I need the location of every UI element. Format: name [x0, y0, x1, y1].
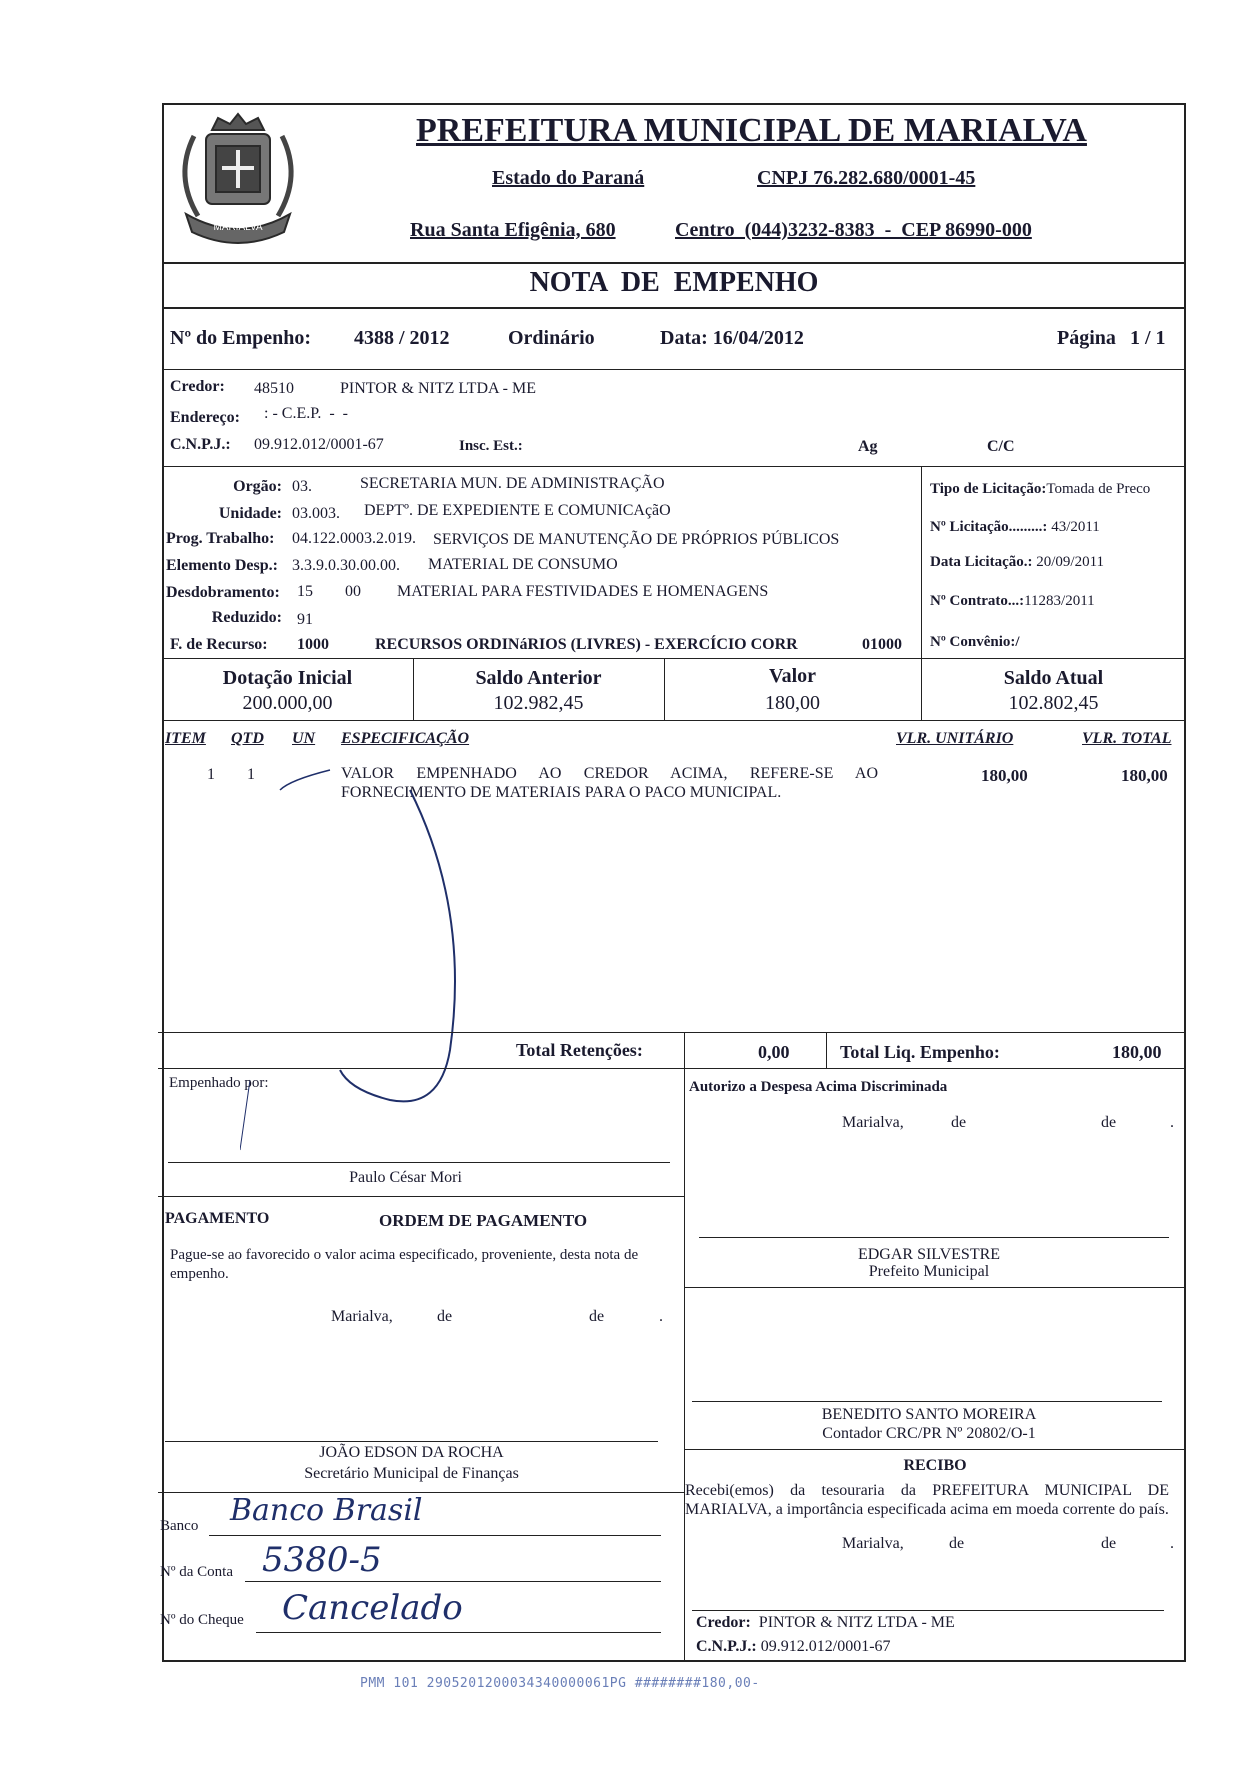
recibo-text: Recebi(emos) da tesouraria da PREFEITURA MUNICIPAL DE MARIALVA, a importância especificada acima em moeda corrente do país. [685, 1482, 1169, 1518]
tipo-licitacao-label: Tipo de Licitação: [930, 481, 1047, 497]
divider [162, 262, 1186, 264]
orgao-desc: SECRETARIA MUN. DE ADMINISTRAÇÃO [360, 475, 665, 492]
num-licitacao [930, 519, 1100, 536]
divider [162, 369, 1186, 370]
document-title: NOTA DE EMPENHO [529, 267, 819, 298]
recibo-credor-label: Credor: [696, 1614, 751, 1631]
recibo-cnpj [696, 1638, 891, 1656]
secretario-name: JOÃO EDSON DA ROCHA [319, 1444, 504, 1461]
divider [158, 1196, 684, 1197]
crest-icon [166, 106, 310, 258]
empenho-number: 4388 / 2012 [354, 327, 450, 349]
account-label: C/C [987, 438, 1015, 455]
data-licitacao-label: Data Licitação.: [930, 554, 1033, 570]
cheque-handwriting: Cancelado [282, 1588, 463, 1628]
pagamento-dot: . [659, 1308, 663, 1325]
retencoes-value: 0,00 [758, 1042, 790, 1062]
divider [162, 466, 1186, 467]
reduzido-code: 91 [297, 611, 313, 628]
elemento-label: Elemento Desp.: [166, 557, 278, 574]
contador-name: BENEDITO SANTO MOREIRA [821, 1406, 1037, 1423]
cheque-label: Nº do Cheque [160, 1612, 244, 1628]
prefeito-role: Prefeito Municipal [868, 1263, 990, 1280]
pagamento-label: PAGAMENTO [165, 1210, 270, 1227]
contrato [930, 593, 1095, 610]
unidade-desc: DEPTº. DE EXPEDIENTE E COMUNICAçãO [364, 502, 671, 519]
credor-label: Credor: [170, 378, 225, 395]
reduzido-label: Reduzido: [211, 609, 282, 626]
autorizo-dot: . [1170, 1114, 1174, 1131]
unidade-code: 03.003. [292, 505, 340, 522]
credor-address: : - C.E.P. - - [264, 405, 348, 422]
divider [162, 658, 1186, 659]
signature-line [168, 1162, 670, 1163]
municipality-title: PREFEITURA MUNICIPAL DE MARIALVA [416, 112, 1087, 149]
item-vlr-unitario: 180,00 [981, 766, 1028, 785]
empenhado-por-label: Empenhado por: [169, 1075, 269, 1091]
fonte-code: 1000 [297, 636, 329, 653]
ordem-pagamento-title: ORDEM DE PAGAMENTO [379, 1211, 588, 1230]
liq-empenho-label: Total Liq. Empenho: [840, 1042, 1000, 1062]
data-licitacao-value: 20/09/2011 [1036, 554, 1105, 570]
autorizo-label: Autorizo a Despesa Acima Discriminada [689, 1079, 948, 1095]
credor-code: 48510 [254, 380, 294, 397]
recibo-de1: de [949, 1535, 965, 1552]
handwritten-mark [240, 760, 500, 1160]
item-especificacao: VALOR EMPENHADO AO CREDOR ACIMA, REFERE-SE AO FORNECIMENTO DE MATERIAIS PARA O PACO MUNICIPAL. [341, 765, 878, 801]
insc-est-label: Insc. Est.: [459, 438, 523, 454]
recibo-place: Marialva, [842, 1535, 904, 1552]
secretario-role: Secretário Municipal de Finanças [304, 1465, 519, 1482]
agency-label: Ag [858, 438, 878, 455]
banco-line [209, 1535, 661, 1536]
desdobramento-code: 15 [297, 583, 313, 600]
state-name: Estado do Paraná [492, 167, 645, 189]
item-qtd: 1 [247, 766, 255, 783]
signature-line [692, 1401, 1162, 1402]
municipality-contact: Centro (044)3232-8383 - CEP 86990-000 [675, 219, 1032, 241]
recibo-credor [696, 1614, 955, 1632]
col-vlr-unitario: VLR. UNITÁRIO [896, 730, 1014, 747]
pagamento-text: Pague-se ao favorecido o valor acima especificado, proveniente, desta nota de empenho. [170, 1247, 639, 1282]
col-vlr-total: VLR. TOTAL [1082, 730, 1172, 747]
prefeito-name: EDGAR SILVESTRE [857, 1246, 1001, 1263]
recibo-credor-name: PINTOR & NITZ LTDA - ME [758, 1614, 955, 1631]
orgao-code: 03. [292, 478, 312, 495]
autorizo-de2: de [1101, 1114, 1117, 1131]
saldo-value: 200.000,00 [242, 692, 333, 714]
empenhado-por-name: Paulo César Mori [349, 1169, 462, 1186]
footer-code: PMM 101 2905201200034340000061PG ########180,00- [360, 1676, 760, 1691]
municipality-address: Rua Santa Efigênia, 680 [410, 219, 616, 241]
item-vlr-total: 180,00 [1121, 766, 1168, 785]
fonte-label: F. de Recurso: [170, 636, 268, 653]
col-un: UN [292, 730, 316, 747]
conta-label: Nº da Conta [160, 1564, 233, 1580]
conta-handwriting: 5380-5 [262, 1540, 382, 1580]
tipo-licitacao-value: Tomada de Preco [1046, 481, 1151, 497]
fonte-number: 01000 [862, 636, 902, 653]
data-licitacao [930, 554, 1104, 571]
col-especificacao: ESPECIFICAÇÃO [341, 730, 470, 747]
address-label: Endereço: [170, 409, 240, 426]
autorizo-de1: de [951, 1114, 967, 1131]
pagamento-place: Marialva, [331, 1308, 393, 1325]
orgao-label: Orgão: [233, 478, 282, 495]
prog-desc: SERVIÇOS DE MANUTENÇÃO DE PRÓPRIOS PÚBLICOS [433, 531, 840, 548]
col-item: ITEM [165, 730, 206, 747]
contrato-label: Nº Contrato...: [930, 593, 1025, 609]
elemento-desc: MATERIAL DE CONSUMO [428, 556, 618, 573]
saldo-label: Dotação Inicial [222, 667, 353, 689]
municipality-cnpj: CNPJ 76.282.680/0001-45 [757, 167, 976, 189]
desdobramento-label: Desdobramento: [166, 584, 280, 601]
banco-label: Banco [160, 1518, 199, 1534]
liq-empenho-value: 180,00 [1112, 1042, 1162, 1062]
credor-cnpj: 09.912.012/0001-67 [254, 436, 384, 453]
divider [684, 1449, 1186, 1450]
page-number: 1 / 1 [1130, 327, 1166, 349]
pagamento-de1: de [437, 1308, 453, 1325]
saldo-value: 102.982,45 [493, 692, 584, 714]
divider [158, 1032, 1186, 1033]
recibo-dot: . [1170, 1535, 1174, 1552]
unidade-label: Unidade: [218, 505, 282, 522]
divider [826, 1032, 827, 1068]
recibo-de2: de [1101, 1535, 1117, 1552]
item-number: 1 [207, 766, 215, 783]
page-label: Página [1057, 327, 1116, 349]
signature-line [699, 1237, 1169, 1238]
signature-line [165, 1441, 658, 1442]
pagamento-de2: de [589, 1308, 605, 1325]
recibo-title: RECIBO [903, 1457, 967, 1474]
divider [158, 1068, 1186, 1069]
saldo-label: Saldo Atual [1003, 667, 1104, 689]
credor-name: PINTOR & NITZ LTDA - ME [340, 380, 536, 397]
crest-banner-text: MARIALVA [213, 222, 263, 233]
divider [684, 1068, 685, 1662]
empenho-number-label: Nº do Empenho: [170, 327, 312, 349]
divider [684, 1032, 685, 1068]
divider [684, 1287, 1186, 1288]
num-licitacao-label: Nº Licitação.........: [930, 519, 1048, 535]
tipo-licitacao [930, 481, 1150, 498]
prog-label: Prog. Trabalho: [166, 530, 275, 547]
desdobramento-desc: MATERIAL PARA FESTIVIDADES E HOMENAGENS [397, 583, 769, 600]
saldo-label: Valor [768, 665, 817, 687]
fonte-desc: RECURSOS ORDINáRIOS (LIVRES) - EXERCÍCIO CORR [375, 636, 798, 653]
banco-handwriting: Banco Brasil [230, 1493, 423, 1528]
saldo-value: 102.802,45 [1008, 692, 1099, 714]
prog-code: 04.122.0003.2.019. [292, 530, 416, 547]
retencoes-label: Total Retenções: [516, 1040, 643, 1060]
conta-line [245, 1581, 661, 1582]
desdobramento-subcode: 00 [345, 583, 361, 600]
cheque-line [256, 1632, 661, 1633]
divider [162, 307, 1186, 309]
autorizo-place: Marialva, [842, 1114, 904, 1131]
municipal-crest [166, 106, 310, 258]
divider [162, 720, 1186, 721]
empenho-date: Data: 16/04/2012 [660, 327, 804, 349]
contador-role: Contador CRC/PR Nº 20802/O-1 [822, 1425, 1036, 1442]
convenio-label: Nº Convênio:/ [930, 634, 1020, 650]
col-qtd: QTD [231, 730, 264, 747]
contrato-value: 11283/2011 [1024, 593, 1095, 609]
divider [921, 466, 922, 658]
recibo-cnpj-label: C.N.P.J.: [696, 1638, 757, 1655]
saldo-value: 180,00 [765, 692, 820, 714]
num-licitacao-value: 43/2011 [1051, 519, 1100, 535]
empenho-type: Ordinário [508, 327, 595, 349]
signature-line [692, 1610, 1164, 1611]
saldo-label: Saldo Anterior [475, 667, 602, 689]
recibo-cnpj-value: 09.912.012/0001-67 [760, 1638, 891, 1655]
elemento-code: 3.3.9.0.30.00.00. [292, 557, 400, 574]
cnpj-label: C.N.P.J.: [170, 436, 231, 453]
